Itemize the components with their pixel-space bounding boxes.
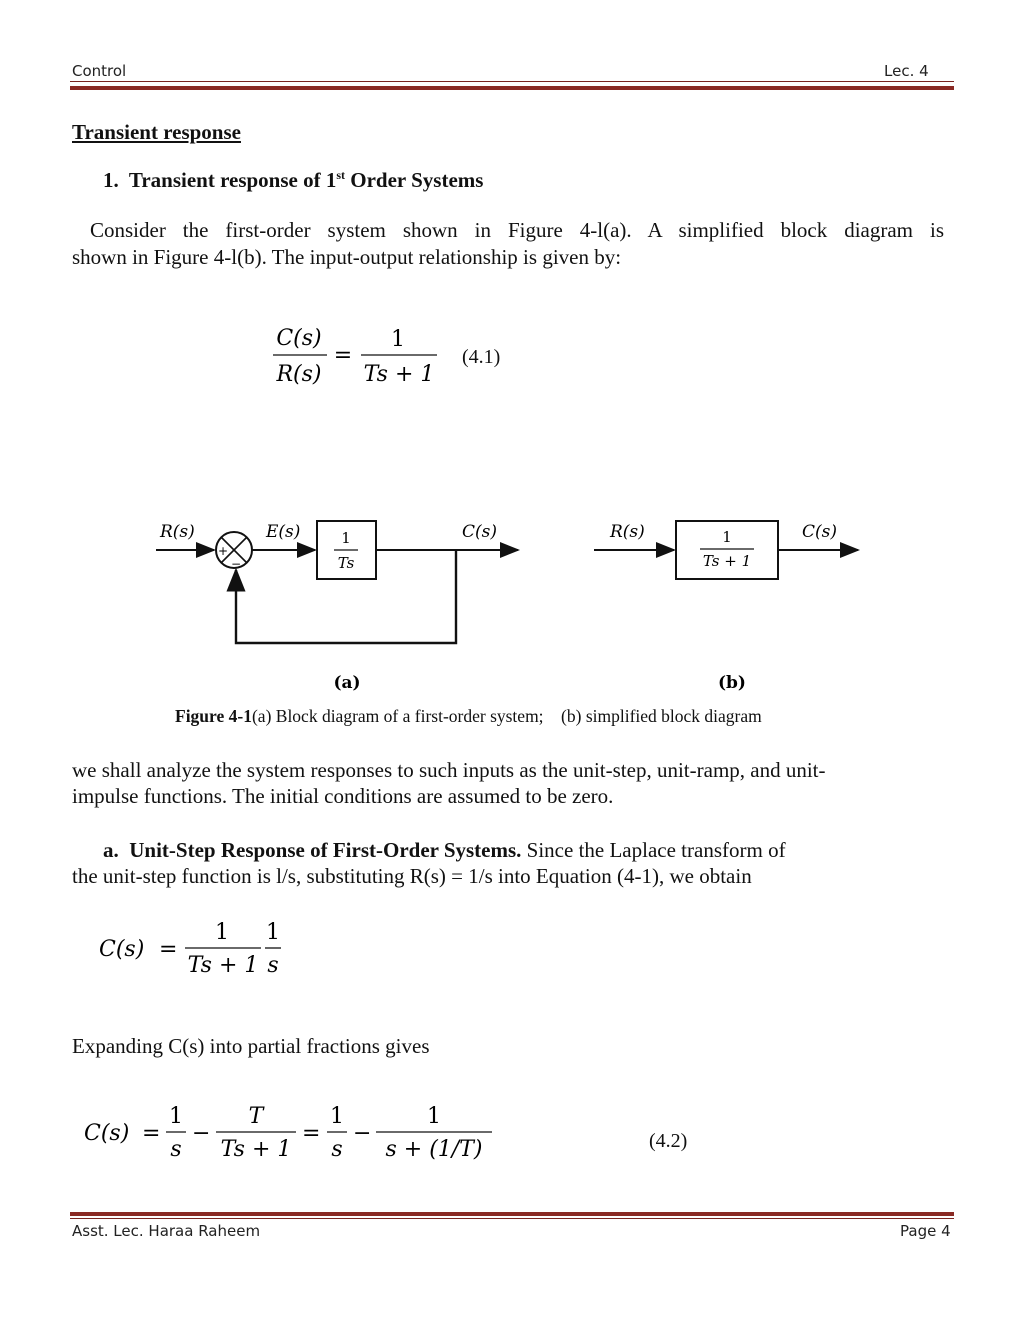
equation-4-2 (80, 1098, 500, 1168)
footer-right: Page 4 (900, 1222, 951, 1240)
diagram-b (594, 521, 858, 693)
eq41-rhs-num: 1 (391, 327, 405, 352)
eq42-lhs: C(s) (84, 1121, 130, 1146)
diagram-a-block-num: 1 (341, 529, 351, 547)
eq41-number: (4.1) (462, 346, 501, 368)
eq-cs-lhs: C(s) (99, 937, 145, 962)
subheading-sup: st (336, 168, 346, 182)
diagram-b-label: (b) (718, 673, 746, 693)
eq42-f1-den: s (170, 1137, 182, 1162)
subheading-number: 1. (103, 168, 119, 192)
paragraph2-line1: we shall analyze the system responses to such inputs as the unit-step, unit-ramp, and unit- (72, 758, 826, 782)
eq41-equals: = (333, 343, 353, 368)
diagram-a (156, 521, 518, 693)
diagram-b-input-label: R(s) (610, 522, 645, 542)
diagram-b-block-num: 1 (722, 528, 732, 546)
diagram-a-output-label: C(s) (462, 522, 497, 542)
paragraph1-line2: shown in Figure 4-l(b). The input-output relationship is given by: (72, 245, 622, 269)
header-rule-thin (70, 81, 954, 82)
eq42-equals-1: = (142, 1121, 161, 1146)
eq41-lhs-num: C(s) (276, 326, 322, 351)
section-a-text: Since the Laplace transform of (521, 838, 786, 862)
eq42-f2-den: Ts + 1 (220, 1137, 292, 1162)
header-rule-thick (70, 86, 954, 90)
expanding-text: Expanding C(s) into partial fractions gives (72, 1034, 430, 1058)
diagram-a-input-label: R(s) (160, 522, 195, 542)
diagram-a-block-den: Ts (337, 554, 355, 572)
diagram-b-output-label: C(s) (802, 522, 837, 542)
eq41-lhs-den: R(s) (276, 362, 322, 387)
section-a-line2: the unit-step function is l/s, substituting R(s) = 1/s into Equation (4-1), we obtain (72, 864, 752, 888)
summing-plus: + (218, 544, 229, 558)
header-left: Control (72, 62, 127, 80)
eq-cs-equals: = (159, 937, 178, 962)
eq42-minus-2: − (353, 1121, 372, 1146)
equation-cs (95, 914, 295, 984)
eq42-minus-1: − (192, 1121, 211, 1146)
eq-cs-f2-num: 1 (266, 920, 280, 945)
diagram-a-label: (a) (333, 673, 361, 693)
eq41-rhs-den: Ts + 1 (363, 362, 435, 387)
eq42-f3-num: 1 (330, 1104, 344, 1129)
figure-caption (175, 706, 762, 727)
header-right: Lec. 4 (884, 62, 929, 80)
eq42-f4-num: 1 (427, 1104, 441, 1129)
section-a-title: Unit-Step Response of First-Order Systems. (129, 838, 522, 862)
section-a-label: a. (103, 838, 119, 862)
page-heading: Transient response (72, 120, 241, 144)
eq42-equals-2: = (302, 1121, 321, 1146)
eq42-f3-den: s (331, 1137, 343, 1162)
footer-left: Asst. Lec. Haraa Raheem (72, 1222, 261, 1240)
eq-cs-f1-num: 1 (215, 920, 229, 945)
eq42-f4-den: s + (1/T) (385, 1137, 483, 1162)
subheading (103, 168, 483, 193)
diagram-b-block-den: Ts + 1 (702, 552, 752, 570)
diagram-a-error-label: E(s) (266, 522, 301, 542)
paragraph2-line2: impulse functions. The initial conditions are assumed to be zero. (72, 784, 614, 808)
block-diagram (150, 505, 880, 695)
eq-cs-f1-den: Ts + 1 (187, 953, 259, 978)
subheading-text-after: Order Systems (345, 168, 484, 192)
paragraph1-line1: Consider the first-order system shown in Figure 4-l(a). A simplified block diagram is (90, 218, 944, 242)
section-a-line1 (103, 837, 923, 864)
footer-rule-thin (70, 1218, 954, 1219)
caption-bold: Figure 4-1 (175, 706, 252, 726)
caption-rest: (a) Block diagram of a first-order system; (b) simplified block diagram (251, 706, 762, 726)
summing-minus: − (231, 557, 242, 571)
footer-rule-thick (70, 1212, 954, 1216)
eq42-f1-num: 1 (169, 1104, 183, 1129)
eq-cs-f2-den: s (267, 953, 279, 978)
subheading-text: Transient response of 1 (128, 168, 337, 192)
eq42-f2-num: T (248, 1104, 264, 1129)
equation-4-1 (265, 320, 455, 395)
eq42-number: (4.2) (649, 1130, 688, 1152)
